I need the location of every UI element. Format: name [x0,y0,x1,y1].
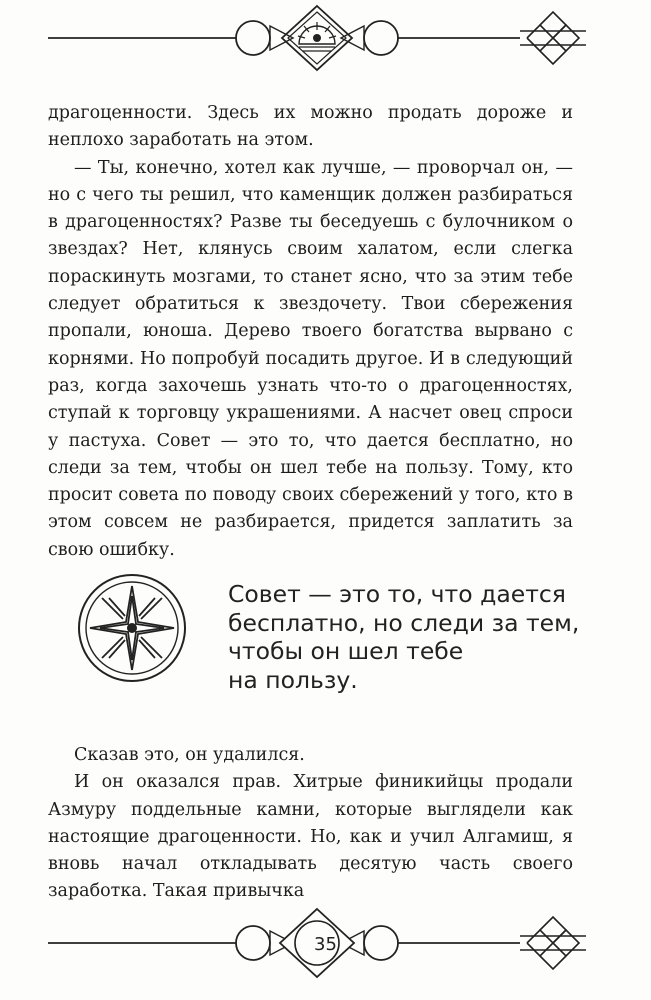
header-ornament [0,0,651,80]
pull-quote-block [48,572,608,702]
body-text-bottom [48,742,573,906]
paragraph: — Ты, конечно, хотел как лучше, — проворчал он, — но с чего ты решил, что каменщик должен разбираться в драгоценностях? Разве ты беседуешь с булочником о звездах? Нет, клянусь своим халатом, если слегка пораскинуть мозгами, то станет ясно, что за этим тебе следует обратиться к звездочету. Твои сбережения пропали, юноша. Дерево твоего богатства вырвано с корнями. Но попробуй посадить другое. И в следующий раз, когда захочешь узнать что-то о драгоценностях, ступай к торговцу украшениями. А насчет овец спроси у пастуха. Совет — это то, что дается бесплатно, но следи за тем, чтобы он шел тебе на пользу. Тому, кто просит совета по поводу своих сбережений у того, кто в этом совсем не разбирается, придется заплатить за свою ошибку. [48,157,573,560]
page-number: 35 [314,934,337,955]
paragraph: И он оказался прав. Хитрые финикийцы продали Азмуру поддельные камни, которые выглядели как настоящие драгоценности. Но, как и учил Алгамиш, я вновь начал откладывать десятую часть своего заработка. Такая привычка [48,772,573,902]
paragraph: Сказав это, он удалился. [74,745,305,765]
pull-quote-text: Совет — это то, что дается бесплатно, но следи за тем, чтобы он шел тебе на пользу. [228,580,580,694]
star-medallion-icon [76,572,188,684]
paragraph: драгоценности. Здесь их можно продать дороже и неплохо заработать на этом. [48,103,573,151]
body-text-top [48,100,573,564]
